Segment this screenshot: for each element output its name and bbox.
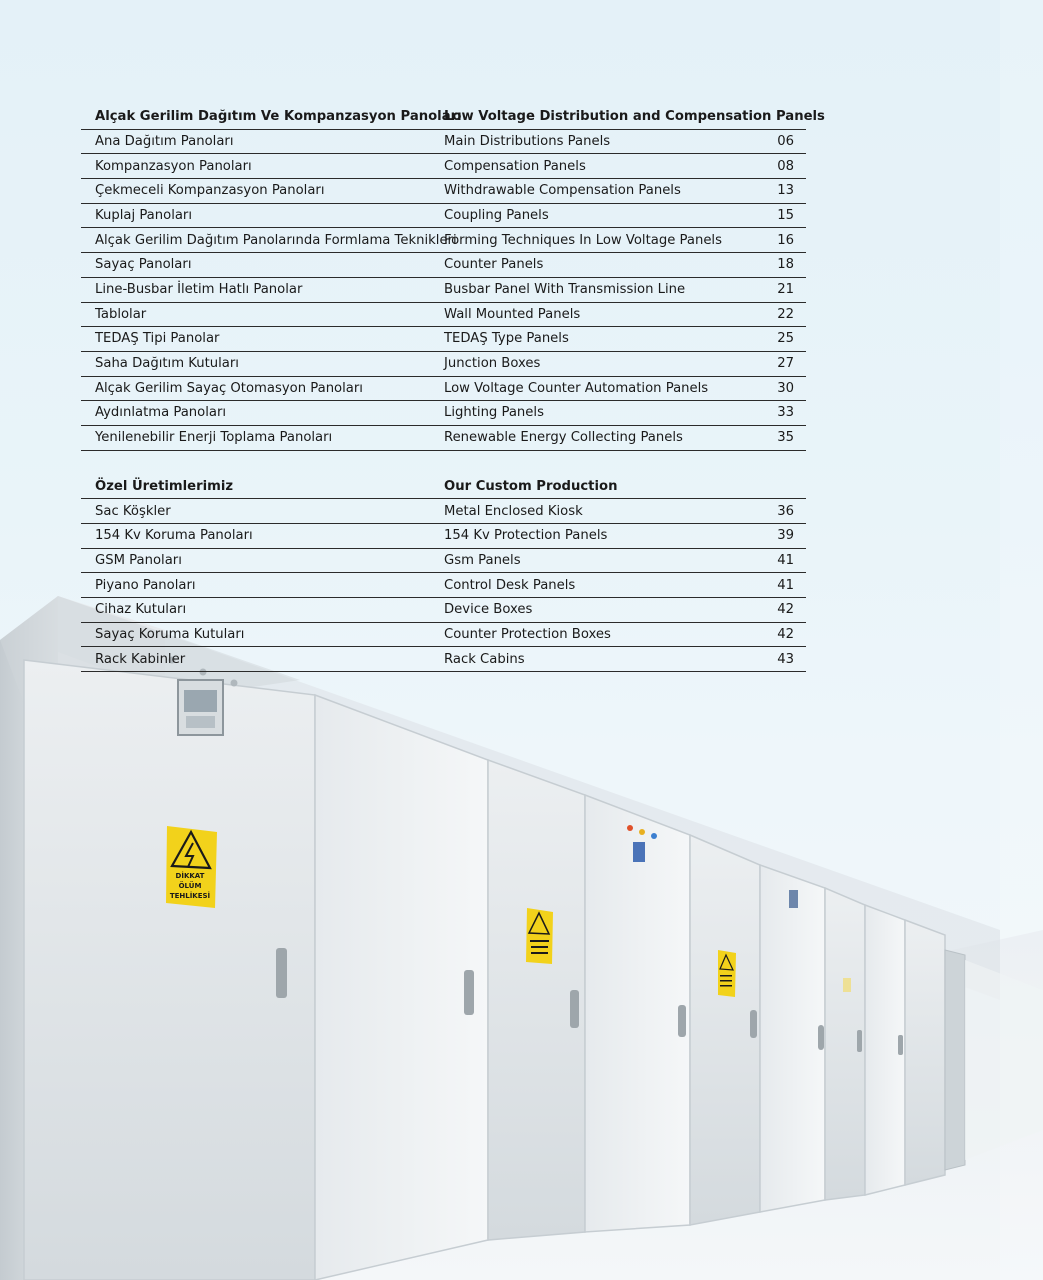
toc-entry-page: 39 [777, 528, 794, 544]
toc-entry-page: 27 [777, 356, 794, 372]
toc-entry-tr: GSM Panoları [95, 552, 182, 568]
toc-entry-tr: Tablolar [95, 306, 147, 322]
section-heading-en: Low Voltage Distribution and Compensation Panels [444, 109, 825, 125]
toc-entry-page: 33 [777, 405, 794, 421]
toc-entry[interactable] [81, 303, 806, 328]
toc-entry[interactable] [81, 204, 806, 229]
toc-entry[interactable] [81, 179, 806, 204]
toc-entry-en: 154 Kv Protection Panels [444, 528, 608, 544]
toc-entry-en: Device Boxes [444, 602, 533, 618]
toc-entry[interactable] [81, 401, 806, 426]
toc-entry-page: 42 [777, 602, 794, 618]
section-heading-tr: Özel Üretimlerimiz [95, 478, 234, 494]
toc-entry-page: 25 [777, 331, 794, 347]
toc-entry-tr: Alçak Gerilim Sayaç Otomasyon Panoları [95, 380, 363, 396]
toc-entry[interactable] [81, 549, 806, 574]
toc-entry-en: Renewable Energy Collecting Panels [444, 430, 683, 446]
toc-entry[interactable] [81, 623, 806, 648]
toc-entry[interactable] [81, 598, 806, 623]
toc-entry[interactable] [81, 499, 806, 524]
toc-entry-en: Compensation Panels [444, 158, 586, 174]
toc-entry-en: Control Desk Panels [444, 577, 576, 593]
toc-section-heading [81, 475, 806, 500]
toc-entry-page: 08 [777, 158, 794, 174]
toc-entry-tr: TEDAŞ Tipi Panolar [95, 331, 220, 347]
toc-section-heading [81, 105, 825, 130]
toc-entry-en: Low Voltage Counter Automation Panels [444, 380, 709, 396]
toc-entry-page: 21 [777, 282, 794, 298]
toc-entry[interactable] [81, 377, 806, 402]
toc-entry[interactable] [81, 647, 806, 672]
toc-entry-tr: Ana Dağıtım Panoları [95, 133, 234, 149]
toc-entry-en: Junction Boxes [444, 356, 541, 372]
toc-entry-en: Forming Techniques In Low Voltage Panels [444, 232, 722, 248]
toc-entry-tr: Line-Busbar İletim Hatlı Panolar [95, 282, 303, 298]
toc-entry-tr: Kompanzasyon Panoları [95, 158, 252, 174]
warning-sign [526, 908, 553, 964]
toc-entry[interactable] [81, 253, 806, 278]
toc-entry-en: Main Distributions Panels [444, 133, 611, 149]
toc-entry-page: 43 [777, 651, 794, 667]
toc-entry-tr: Cihaz Kutuları [95, 602, 187, 618]
toc-entry-en: TEDAŞ Type Panels [444, 331, 569, 347]
toc-entry-page: 22 [777, 306, 794, 322]
toc-entry-en: Lighting Panels [444, 405, 544, 421]
toc-entry[interactable] [81, 327, 806, 352]
section-heading-tr: Alçak Gerilim Dağıtım Ve Kompanzasyon Panoları [95, 109, 462, 125]
toc-entry[interactable] [81, 130, 806, 155]
toc-entry[interactable] [81, 524, 806, 549]
toc-entry-tr: Yenilenebilir Enerji Toplama Panoları [95, 430, 333, 446]
toc-entry-en: Rack Cabins [444, 651, 525, 667]
toc-entry-page: 42 [777, 626, 794, 642]
toc-entry-tr: Çekmeceli Kompanzasyon Panoları [95, 183, 325, 199]
toc-entry-en: Counter Panels [444, 257, 544, 273]
toc-entry[interactable] [81, 278, 806, 303]
toc-entry[interactable] [81, 352, 806, 377]
svg-text:DİKKAT: DİKKAT [175, 872, 205, 880]
svg-text:TEHLİKESİ: TEHLİKESİ [169, 892, 211, 900]
toc-entry-tr: Kuplaj Panoları [95, 207, 193, 223]
toc-entry-tr: Piyano Panoları [95, 577, 196, 593]
toc-entry-en: Counter Protection Boxes [444, 626, 611, 642]
toc-entry-page: 15 [777, 207, 794, 223]
table-of-contents [81, 105, 825, 696]
toc-entry-tr: 154 Kv Koruma Panoları [95, 528, 253, 544]
toc-entry-page: 30 [777, 380, 794, 396]
toc-entry[interactable] [81, 154, 806, 179]
toc-entry-page: 18 [777, 257, 794, 273]
toc-entry[interactable] [81, 228, 806, 253]
toc-entry-page: 41 [777, 552, 794, 568]
toc-entry-en: Busbar Panel With Transmission Line [444, 282, 686, 298]
toc-entry-en: Wall Mounted Panels [444, 306, 581, 322]
toc-entry-tr: Rack Kabinler [95, 651, 186, 667]
toc-section-custom-production [81, 475, 806, 673]
toc-entry-tr: Saha Dağıtım Kutuları [95, 356, 239, 372]
toc-entry-page: 16 [777, 232, 794, 248]
toc-entry-page: 13 [777, 183, 794, 199]
svg-text:ÖLÜM: ÖLÜM [178, 882, 202, 890]
toc-entry-page: 36 [777, 503, 794, 519]
toc-section-low-voltage [81, 105, 825, 451]
warning-sign [718, 950, 736, 997]
toc-entry-page: 06 [777, 133, 794, 149]
toc-entry-en: Withdrawable Compensation Panels [444, 183, 681, 199]
toc-entry-tr: Aydınlatma Panoları [95, 405, 227, 421]
toc-entry-en: Metal Enclosed Kiosk [444, 503, 583, 519]
toc-entry-en: Gsm Panels [444, 552, 521, 568]
toc-entry-tr: Sayaç Panoları [95, 257, 192, 273]
toc-entry-tr: Alçak Gerilim Dağıtım Panolarında Formlama Teknikleri [95, 232, 457, 248]
toc-entry-tr: Sayaç Koruma Kutuları [95, 626, 245, 642]
toc-entry-page: 35 [777, 430, 794, 446]
toc-entry-en: Coupling Panels [444, 207, 549, 223]
toc-entry-tr: Sac Köşkler [95, 503, 171, 519]
toc-entry[interactable] [81, 426, 806, 451]
warning-sign [166, 826, 217, 908]
toc-entry[interactable] [81, 573, 806, 598]
section-heading-en: Our Custom Production [444, 478, 618, 494]
toc-entry-page: 41 [777, 577, 794, 593]
